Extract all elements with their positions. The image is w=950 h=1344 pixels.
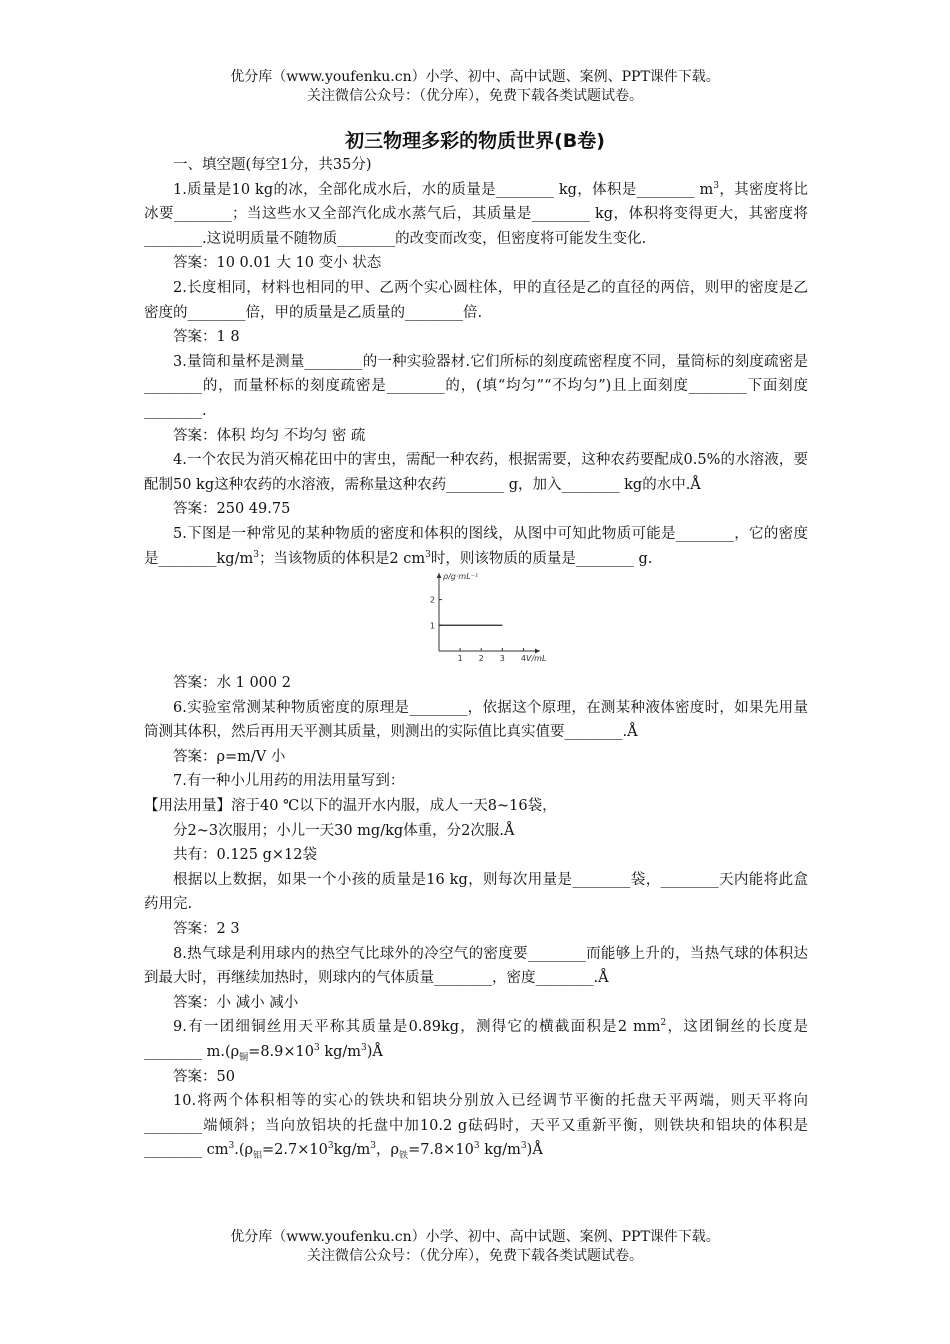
question-7-prompt: 根据以上数据，如果一个小孩的质量是16 kg，则每次用量是________袋，________天内能将此盒药用完. xyxy=(144,871,808,913)
question-7-intro: 7.有一种小儿用药的用法用量写到： xyxy=(173,773,405,790)
question-9: 9.有一团细铜丝用天平称其质量是0.89kg，测得它的横截面积是2 $mm^2$，这团铜丝的长度是________ $m.(\rho_铜=8.9\times 10^3$ $kg/m^3)Å$ xyxy=(144,1018,808,1063)
answer-7: 答案：2 3 xyxy=(173,921,240,938)
answer-1: 答案：10 0.01 大 10 变小 状态 xyxy=(173,255,382,272)
y-tick-label: 2 xyxy=(429,595,435,605)
question-7-usage-line-2: 分2~3次服用；小儿一天30 mg/kg体重，分2次服.Å xyxy=(173,822,515,839)
answer-5: 答案：水 1 000 2 xyxy=(173,675,291,692)
question-4: 4.一个农民为消灭棉花田中的害虫，需配一种农药，根据需要，这种农药要配成0.5%的水溶液，要配制50 kg这种农药的水溶液，需称量这种农药________ g，加入________ kg的水中.Å xyxy=(144,452,808,493)
page-header xyxy=(0,68,950,106)
question-7-content: 共有：0.125 g×12袋 xyxy=(173,847,318,864)
question-8: 8.热气球是利用球内的热空气比球外的冷空气的密度要________而能够上升的，当热气球的体积达到最大时，再继续加热时，则球内的气体质量________，密度________.Å xyxy=(144,945,808,987)
question-5: 5.下图是一种常见的某种物质的密度和体积的图线，从图中可知此物质可能是________，它的密度是$\_\_\_\_\_\_\_\_kg/m^3$；当该物质的体积是2 $cm^3$时，则该物质的质量是________ g. xyxy=(144,525,808,567)
answer-9: 答案：50 xyxy=(173,1068,235,1085)
x-tick-label: 4 xyxy=(520,654,526,664)
answer-2: 答案：1 8 xyxy=(173,329,240,346)
x-tick-label: 2 xyxy=(478,654,484,664)
question-7-usage-line-1: 【用法用量】溶于40 ℃以下的温开水内服，成人一天8~16袋， xyxy=(144,798,557,815)
header-line-1: 优分库（www.youfenku.cn）小学、初中、高中试题、案例、PPT课件下载。 xyxy=(230,69,720,85)
question-2: 2.长度相同，材料也相同的甲、乙两个实心圆柱体，甲的直径是乙的直径的两倍，则甲的密度是乙密度的________倍，甲的质量是乙质量的________倍. xyxy=(144,279,808,321)
footer-line-1: 优分库（www.youfenku.cn）小学、初中、高中试题、案例、PPT课件下载。 xyxy=(230,1229,720,1245)
document-title: 初三物理多彩的物质世界(B卷) xyxy=(345,130,605,152)
question-10: 10.将两个体积相等的实心的铁块和铝块分别放入已经调节平衡的托盘天平两端，则天平将向________端倾斜；当向放铝块的托盘中加10.2 g砝码时，天平又重新平衡，则铁块和铝块的体积是________ $cm^3.(\rho_铝=2.7\times 10^3kg/m^3$，$\rho_铁=7.8\times 10^3$ $kg/m^3)Å$ xyxy=(144,1093,808,1162)
x-axis-label: V/mL xyxy=(526,654,547,664)
question-1: 1.质量是10 kg的冰，全部化成水后，水的质量是________ kg，体积是________ $m^3$，其密度将比冰要________；当这些水又全部汽化成水蒸气后，其质量是________ kg，体积将变得更大，其密度将________.这说明质量不随物质________的改变而改变，但密度将可能发生变化. xyxy=(144,180,809,247)
answer-3: 答案：体积 均匀 不均匀 密 疏 xyxy=(173,427,366,444)
question-3: 3.量筒和量杯是测量________的一种实验器材.它们所标的刻度疏密程度不同，量筒标的刻度疏密是________的，而量杯标的刻度疏密是________的，(填“均匀”“不均匀”)且上面刻度________下面刻度________. xyxy=(144,353,808,419)
x-tick-label: 3 xyxy=(499,654,505,664)
answer-8: 答案：小 减小 减小 xyxy=(173,994,299,1011)
answer-6: 答案：ρ=m/V 小 xyxy=(173,748,286,765)
y-tick-label: 1 xyxy=(429,621,435,631)
x-axis-arrow xyxy=(535,649,540,654)
question-6: 6.实验室常测某种物质密度的原理是________，依据这个原理，在测某种液体密度时，如果先用量筒测其体积，然后再用天平测其质量，则测出的实际值比真实值要________.Å xyxy=(144,699,808,741)
footer-line-2: 关注微信公众号：（优分库），免费下载各类试题试卷。 xyxy=(307,1248,643,1264)
page-footer xyxy=(0,1228,950,1266)
section-heading: 一、填空题(每空1分，共35分) xyxy=(173,157,372,173)
header-line-2: 关注微信公众号：（优分库），免费下载各类试题试卷。 xyxy=(307,88,643,104)
document-body xyxy=(144,153,808,1163)
y-axis-arrow xyxy=(437,573,442,578)
answer-4: 答案：250 49.75 xyxy=(173,501,291,518)
density-volume-chart xyxy=(144,571,808,671)
x-tick-label: 1 xyxy=(457,654,463,664)
chart-svg xyxy=(419,571,549,667)
y-axis-label: ρ/g·mL⁻¹ xyxy=(443,572,479,582)
